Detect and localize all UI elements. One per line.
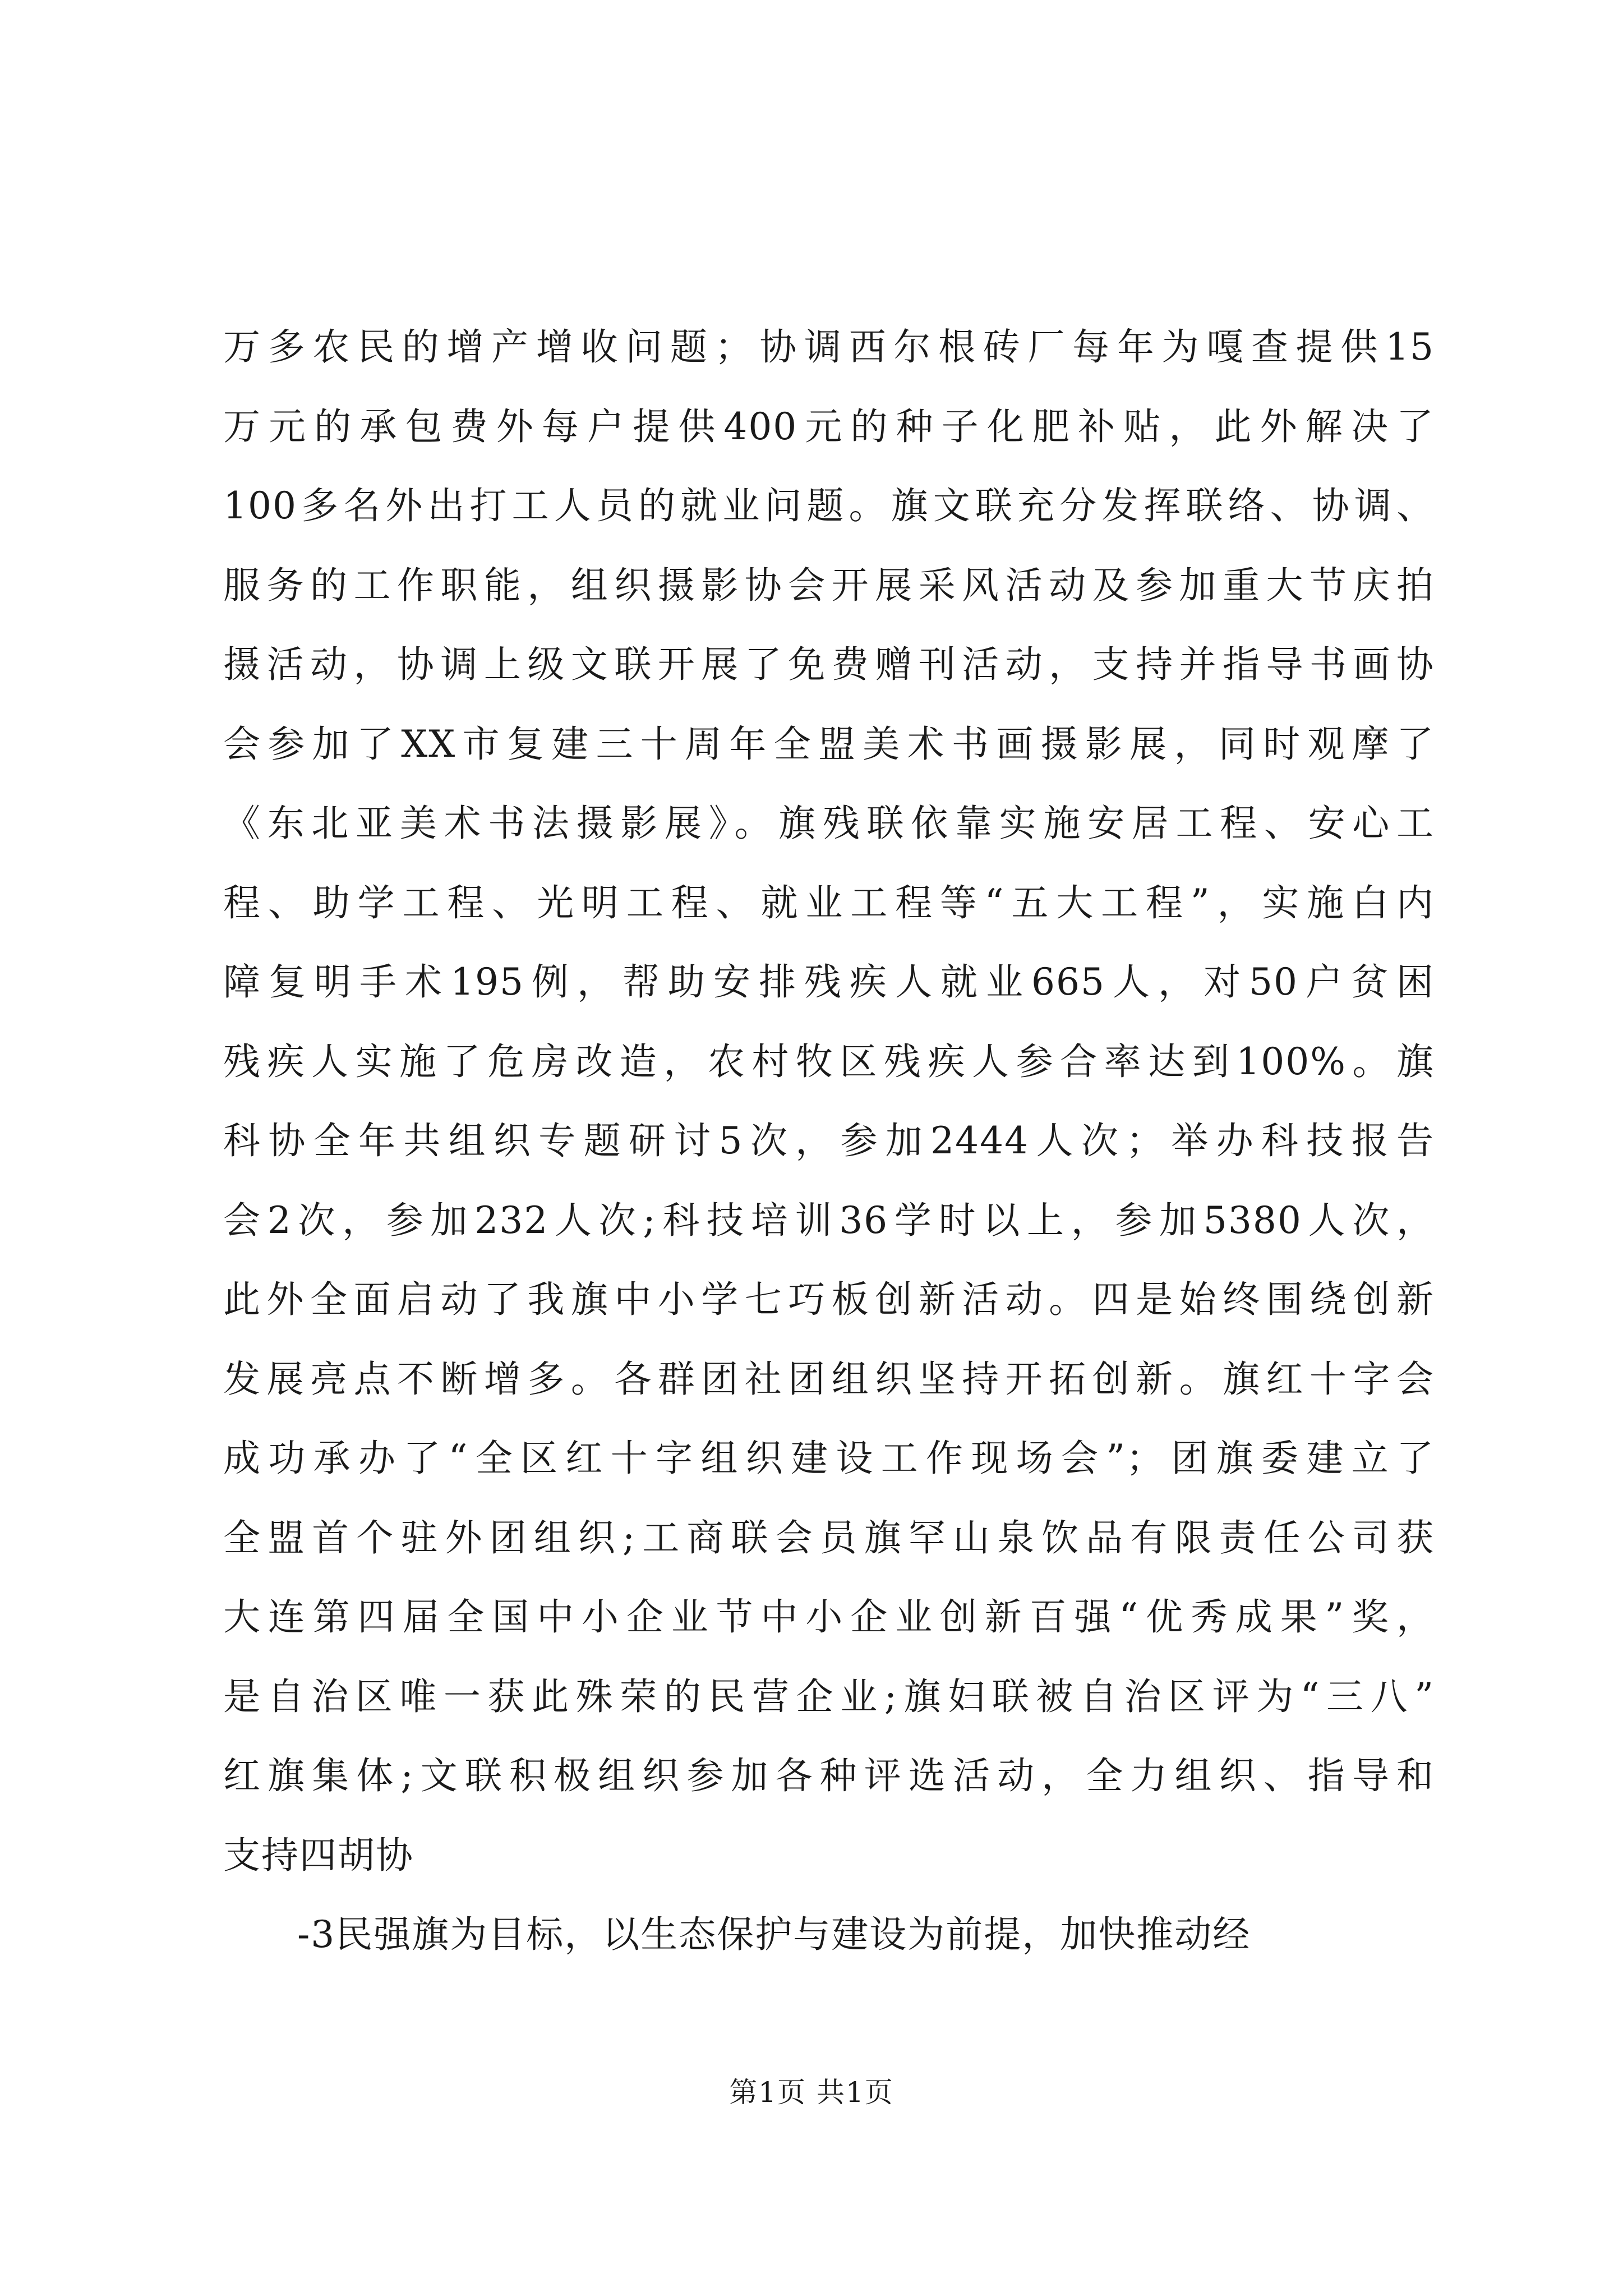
text-line-18: 是自治区唯一获此殊荣的民营企业;旗妇联被自治区评为“三八” [223,1674,1435,1718]
text-line-21: -3民强旗为目标，以生态保护与建设为前提，加快推动经 [297,1913,1251,1956]
text-line-19: 红旗集体;文联积极组织参加各种评选活动，全力组织、指导和 [223,1754,1435,1797]
text-line-11: 科协全年共组织专题研讨5次，参加2444人次；举办科技报告 [223,1119,1435,1162]
text-line-17: 大连第四届全国中小企业节中小企业创新百强“优秀成果”奖， [223,1595,1435,1639]
text-line-2: 万元的承包费外每户提供400元的种子化肥补贴，此外解决了 [223,404,1435,448]
text-line-20: 支持四胡协 [223,1833,414,1877]
text-line-15: 成功承办了“全区红十字组织建设工作现场会”；团旗委建立了 [223,1437,1435,1480]
document-body [223,307,1435,1975]
text-line-14: 发展亮点不断增多。各群团社团组织坚持开拓创新。旗红十字会 [223,1357,1435,1401]
text-line-12: 会2次，参加232人次;科技培训36学时以上，参加5380人次， [223,1198,1435,1242]
text-line-16: 全盟首个驻外团组织;工商联会员旗罕山泉饮品有限责任公司获 [223,1516,1435,1559]
text-line-8: 程、助学工程、光明工程、就业工程等“五大工程”，实施白内 [223,881,1435,924]
text-line-7: 《东北亚美术书法摄影展》。旗残联依靠实施安居工程、安心工 [223,802,1435,845]
text-line-3: 100多名外出打工人员的就业问题。旗文联充分发挥联络、协调、 [223,484,1435,527]
text-line-6: 会参加了XX市复建三十周年全盟美术书画摄影展，同时观摩了 [223,722,1435,766]
text-line-4: 服务的工作职能，组织摄影协会开展采风活动及参加重大节庆拍 [223,563,1435,607]
text-line-13: 此外全面启动了我旗中小学七巧板创新活动。四是始终围绕创新 [223,1278,1435,1321]
text-line-5: 摄活动，协调上级文联开展了免费赠刊活动，支持并指导书画协 [223,643,1435,686]
text-line-10: 残疾人实施了危房改造，农村牧区残疾人参合率达到100%。旗 [223,1039,1435,1083]
text-line-9: 障复明手术195例，帮助安排残疾人就业665人，对50户贫困 [223,960,1435,1004]
page-footer: 第1页 共1页 [729,2076,894,2109]
text-line-1: 万多农民的增产增收问题；协调西尔根砖厂每年为嘎查提供15 [223,325,1435,369]
